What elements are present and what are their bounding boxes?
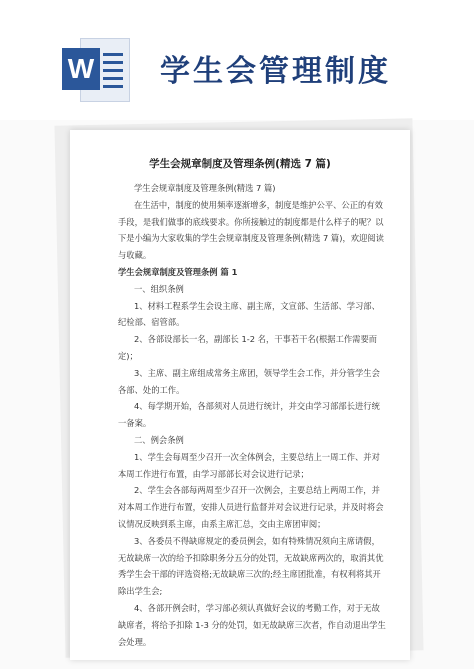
list-item: 1、材料工程系学生会设主席、副主席，文宣部、生活部、学习部、纪检部、宿管部。 xyxy=(118,300,380,328)
intro-paragraph: 在生活中，制度的使用频率逐渐增多，制度是维护公平、公正的有效手段，是我们做事的底线要求。你所接触过的制度都是什么样子的呢？以下是小编为大家收集的学生会规章制度及管理条例(精选 7 篇)，欢迎阅读与收藏。 xyxy=(118,199,384,261)
list-item: 4、每学期开始，各部须对人员进行统计，并交由学习部部长进行统一备案。 xyxy=(118,401,380,429)
word-document-icon xyxy=(62,38,128,100)
list-item: 3、各委员不得缺席规定的委员例会，如有特殊情况须向主席请假，无故缺席一次的给予扣除职务分五分的处罚，无故缺席两次的，取消其优秀学生会干部的评选资格;无故缺席三次的;经主席团批准，有权利将其开除出学生会; xyxy=(118,535,384,597)
subsection-heading: 二、例会条例 xyxy=(134,434,184,445)
document-body xyxy=(118,180,386,650)
list-item: 2、各部设部长一名，副部长 1-2 名，干事若干名(根据工作需要而定)； xyxy=(118,334,378,361)
document-page xyxy=(70,130,410,660)
list-item: 1、学生会每周至少召开一次全体例会，主要总结上一周工作、并对本周工作进行布置，由学习部部长对会议进行记录； xyxy=(118,451,380,479)
list-item: 3、主席、副主席组成常务主席团，领导学生会工作，并分管学生会各部、处的工作。 xyxy=(118,367,380,395)
list-item: 4、各部开例会时，学习部必须认真做好会议的考勤工作，对于无故缺席者，将给予扣除 1-3 分的处罚，如无故缺席三次者，作自动退出学生会处理。 xyxy=(118,602,386,647)
banner-title: 学生会管理制度 xyxy=(160,54,391,89)
word-badge: W xyxy=(62,48,100,90)
list-item: 2、学生会各部每两周至少召开一次例会，主要总结上两周工作，并对本周工作进行布置，安排人员进行监督并对会议进行记录，并及时将会议情况反映到系主席，由系主席汇总，交由主席团审阅； xyxy=(118,485,384,529)
document-subtitle: 学生会规章制度及管理条例(精选 7 篇) xyxy=(134,183,276,193)
subsection-heading: 一、组织条例 xyxy=(134,283,184,294)
header-banner xyxy=(0,0,474,120)
document-title: 学生会规章制度及管理条例(精选 7 篇) xyxy=(149,158,331,170)
section-heading: 学生会规章制度及管理条例 篇 1 xyxy=(118,266,238,277)
